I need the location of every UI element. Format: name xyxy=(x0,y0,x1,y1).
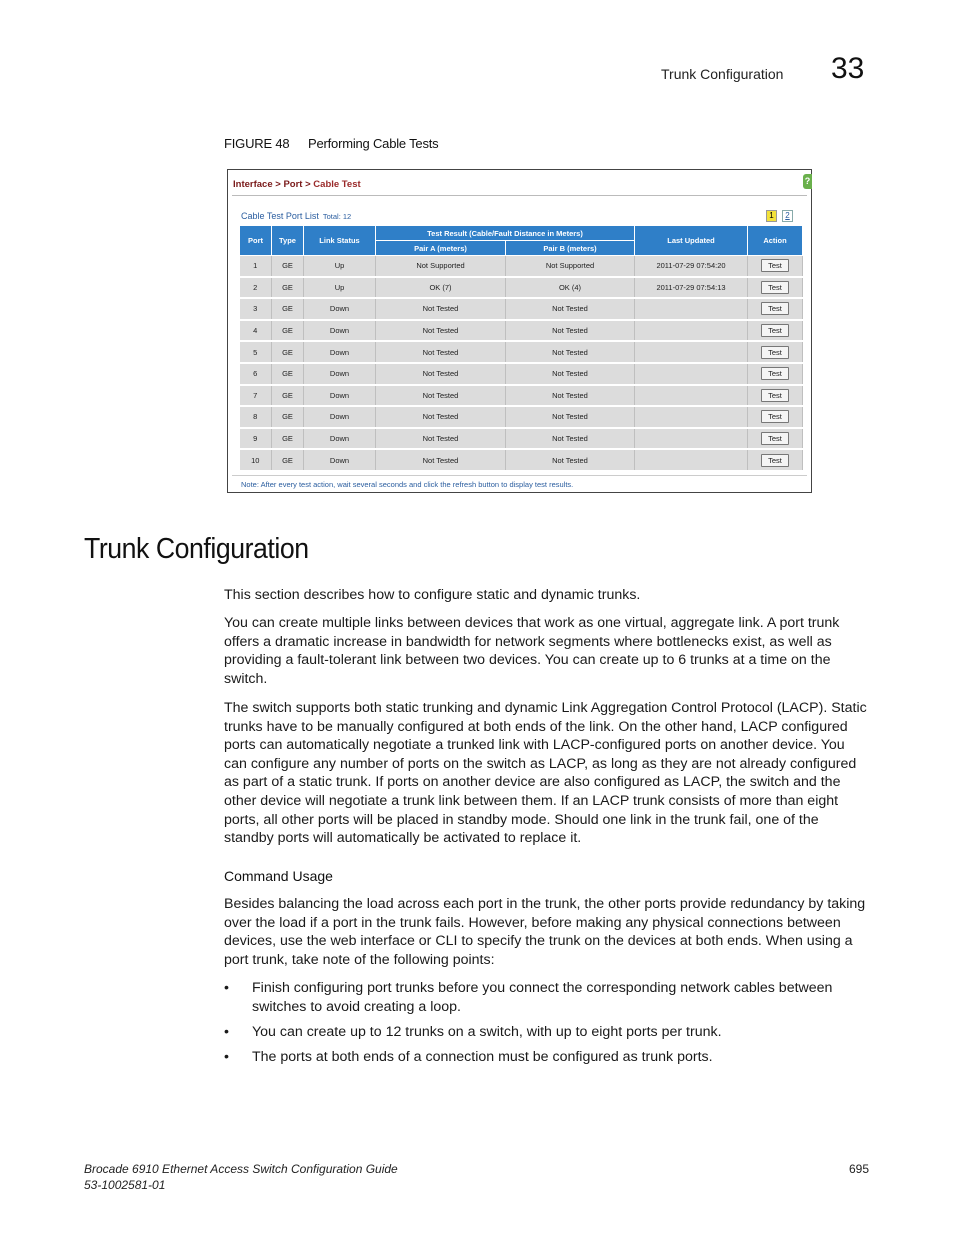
cell-pair-b: Not Tested xyxy=(506,449,635,471)
cell-type: GE xyxy=(272,320,304,342)
test-button[interactable]: Test xyxy=(761,432,789,445)
test-button[interactable]: Test xyxy=(761,389,789,402)
bullet-text: You can create up to 12 trunks on a switch, with up to eight ports per trunk. xyxy=(252,1024,722,1040)
cell-pair-a: Not Tested xyxy=(376,406,506,428)
col-pair-b: Pair B (meters) xyxy=(506,241,635,256)
test-note: Note: After every test action, wait several seconds and click the refresh button to display test results. xyxy=(241,480,574,489)
cell-link-status: Up xyxy=(304,277,376,299)
cell-pair-a: Not Tested xyxy=(376,298,506,320)
test-button[interactable]: Test xyxy=(761,324,789,337)
breadcrumb-port[interactable]: Port xyxy=(283,179,303,190)
cell-action xyxy=(748,385,803,407)
cell-pair-b: Not Tested xyxy=(506,320,635,342)
test-button[interactable]: Test xyxy=(761,367,789,380)
bullet-text: The ports at both ends of a connection must be configured as trunk ports. xyxy=(252,1049,713,1065)
paragraph-command-usage: Besides balancing the load across each port in the trunk, the other ports provide redundancy by taking over the load if a port in the trunk fails. However, before making any physical connections between devices, use the web interface or CLI to specify the trunk on the devices at both ends. When using a port trunk, take note of the following points: xyxy=(224,896,866,968)
cell-action xyxy=(748,256,803,277)
breadcrumb-divider xyxy=(232,195,807,196)
cell-action xyxy=(748,298,803,320)
note-divider xyxy=(232,475,807,476)
cell-port: 3 xyxy=(240,298,272,320)
list-title xyxy=(241,211,351,221)
col-action: Action xyxy=(748,226,803,256)
col-link-status: Link Status xyxy=(304,226,376,256)
cell-last-updated: 2011-07-29 07:54:13 xyxy=(635,277,748,299)
cell-pair-a: Not Tested xyxy=(376,341,506,363)
cell-port: 4 xyxy=(240,320,272,342)
footer-doc-number: 53-1002581-01 xyxy=(84,1178,166,1192)
cell-pair-a: Not Tested xyxy=(376,320,506,342)
figure-caption-text: Performing Cable Tests xyxy=(308,136,439,151)
cell-link-status: Down xyxy=(304,406,376,428)
test-button[interactable]: Test xyxy=(761,281,789,294)
cell-link-status: Down xyxy=(304,363,376,385)
cell-link-status: Down xyxy=(304,341,376,363)
footer-doc-title: Brocade 6910 Ethernet Access Switch Configuration Guide xyxy=(84,1162,398,1176)
cable-test-table xyxy=(239,225,803,472)
cell-type: GE xyxy=(272,385,304,407)
paragraph-intro: This section describes how to configure static and dynamic trunks. xyxy=(224,587,641,603)
bullet-text: Finish configuring port trunks before you connect the corresponding network cables between switches to avoid creating a loop. xyxy=(252,980,833,1015)
cell-last-updated xyxy=(635,406,748,428)
cell-pair-b: OK (4) xyxy=(506,277,635,299)
command-usage-heading: Command Usage xyxy=(224,868,333,884)
help-icon[interactable]: ? xyxy=(803,174,812,189)
page-2-link[interactable]: 2 xyxy=(782,210,793,222)
col-test-result: Test Result (Cable/Fault Distance in Meters) xyxy=(376,226,635,241)
test-button[interactable]: Test xyxy=(761,302,789,315)
cell-link-status: Down xyxy=(304,298,376,320)
col-type: Type xyxy=(272,226,304,256)
cell-pair-a: Not Supported xyxy=(376,256,506,277)
cell-last-updated xyxy=(635,449,748,471)
table-row xyxy=(240,298,803,320)
bullet-dot: • xyxy=(224,980,229,996)
cell-type: GE xyxy=(272,341,304,363)
breadcrumb-separator: > xyxy=(305,179,311,190)
test-button[interactable]: Test xyxy=(761,346,789,359)
test-button[interactable]: Test xyxy=(761,410,789,423)
cell-port: 2 xyxy=(240,277,272,299)
breadcrumb xyxy=(233,179,361,190)
cell-pair-b: Not Tested xyxy=(506,298,635,320)
test-button[interactable]: Test xyxy=(761,454,789,467)
cell-pair-b: Not Supported xyxy=(506,256,635,277)
cell-port: 9 xyxy=(240,428,272,450)
cell-type: GE xyxy=(272,298,304,320)
cell-pair-a: Not Tested xyxy=(376,363,506,385)
cell-pair-a: OK (7) xyxy=(376,277,506,299)
cell-pair-a: Not Tested xyxy=(376,449,506,471)
table-row xyxy=(240,363,803,385)
cable-test-screenshot xyxy=(227,169,812,493)
col-last-updated: Last Updated xyxy=(635,226,748,256)
cell-link-status: Down xyxy=(304,428,376,450)
cell-action xyxy=(748,320,803,342)
running-header-title: Trunk Configuration xyxy=(661,66,784,82)
table-row xyxy=(240,449,803,471)
cell-last-updated xyxy=(635,363,748,385)
cell-last-updated xyxy=(635,298,748,320)
table-row xyxy=(240,277,803,299)
section-title: Trunk Configuration xyxy=(84,533,309,565)
bullet-dot: • xyxy=(224,1024,229,1040)
cell-pair-b: Not Tested xyxy=(506,406,635,428)
cell-link-status: Up xyxy=(304,256,376,277)
cell-port: 5 xyxy=(240,341,272,363)
cell-action xyxy=(748,449,803,471)
cell-pair-a: Not Tested xyxy=(376,428,506,450)
cell-type: GE xyxy=(272,428,304,450)
col-pair-a: Pair A (meters) xyxy=(376,241,506,256)
list-title-text: Cable Test Port List xyxy=(241,211,319,221)
cell-type: GE xyxy=(272,363,304,385)
table-row xyxy=(240,320,803,342)
cell-type: GE xyxy=(272,406,304,428)
cell-type: GE xyxy=(272,277,304,299)
cell-pair-b: Not Tested xyxy=(506,341,635,363)
cell-action xyxy=(748,428,803,450)
cell-last-updated xyxy=(635,320,748,342)
table-row xyxy=(240,341,803,363)
chapter-number: 33 xyxy=(831,52,865,85)
cell-type: GE xyxy=(272,256,304,277)
breadcrumb-cable-test: Cable Test xyxy=(313,179,361,190)
page-number: 695 xyxy=(849,1162,870,1176)
cell-port: 6 xyxy=(240,363,272,385)
cell-action xyxy=(748,277,803,299)
cell-action xyxy=(748,406,803,428)
cell-action xyxy=(748,341,803,363)
cell-pair-b: Not Tested xyxy=(506,428,635,450)
cell-action xyxy=(748,363,803,385)
cell-link-status: Down xyxy=(304,449,376,471)
cell-link-status: Down xyxy=(304,385,376,407)
table-row xyxy=(240,385,803,407)
paragraph-lacp: The switch supports both static trunking and dynamic Link Aggregation Control Protocol (LACP). Static trunks have to be manually configured at both ends of the link. On the other hand, LACP configured ports can automatically negotiate a trunked link with LACP-configured ports on another device. You can configure any number of ports on the switch as LACP, as long as they are not already configured as part of a static trunk. If ports on another device are also configured as LACP, the switch and the other device will negotiate a trunk link between them. If an LACP trunk consists of more than eight ports, all other ports will be placed in standby mode. Should one link in the trunk fail, one of the standby ports will automatically be activated to replace it. xyxy=(224,700,867,847)
table-row xyxy=(240,428,803,450)
bullet-dot: • xyxy=(224,1049,229,1065)
cell-port: 10 xyxy=(240,449,272,471)
cell-pair-a: Not Tested xyxy=(376,385,506,407)
cell-pair-b: Not Tested xyxy=(506,385,635,407)
cell-last-updated xyxy=(635,341,748,363)
test-button[interactable]: Test xyxy=(761,259,789,272)
cell-type: GE xyxy=(272,449,304,471)
breadcrumb-interface[interactable]: Interface xyxy=(233,179,273,190)
figure-label: FIGURE 48 xyxy=(224,136,290,151)
cell-port: 1 xyxy=(240,256,272,277)
paragraph-trunk-overview: You can create multiple links between devices that work as one virtual, aggregate link. A port trunk offers a dramatic increase in bandwidth for network segments where bottlenecks exist, as well as providing a fault-tolerant link between two devices. You can create up to 6 trunks at a time on the switch. xyxy=(224,615,840,687)
figure-caption xyxy=(224,136,438,151)
col-port: Port xyxy=(240,226,272,256)
page-1-button[interactable]: 1 xyxy=(766,210,777,222)
cell-last-updated xyxy=(635,428,748,450)
table-row xyxy=(240,406,803,428)
cell-last-updated: 2011-07-29 07:54:20 xyxy=(635,256,748,277)
cell-port: 8 xyxy=(240,406,272,428)
cell-port: 7 xyxy=(240,385,272,407)
cell-link-status: Down xyxy=(304,320,376,342)
total-count: Total: 12 xyxy=(322,212,352,221)
cell-last-updated xyxy=(635,385,748,407)
breadcrumb-separator: > xyxy=(275,179,281,190)
table-row xyxy=(240,256,803,277)
cell-pair-b: Not Tested xyxy=(506,363,635,385)
